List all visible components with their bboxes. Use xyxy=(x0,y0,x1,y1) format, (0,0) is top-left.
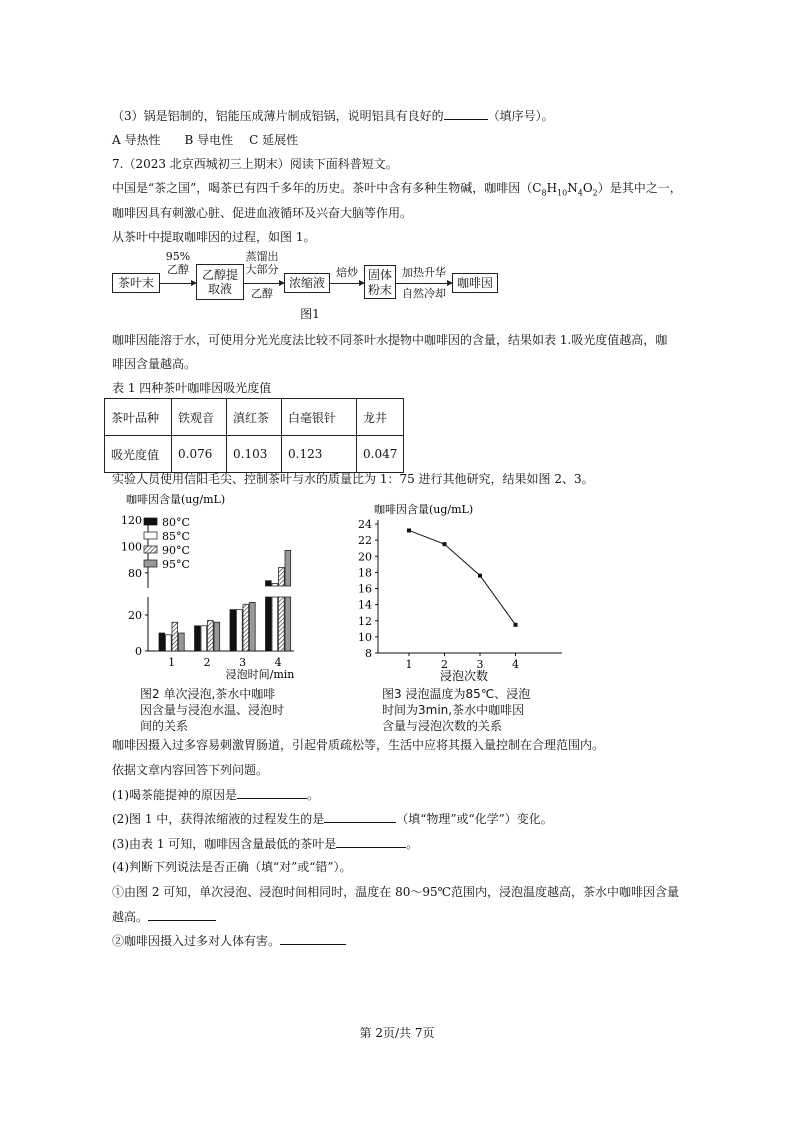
legend-label: 80°C xyxy=(162,516,190,529)
legend-label: 85°C xyxy=(162,530,190,543)
y-tick-label: 12 xyxy=(358,614,372,628)
q3-aluminum-line xyxy=(112,107,554,124)
question-4a-line2 xyxy=(112,908,216,925)
bar xyxy=(266,597,272,651)
caffeine-absorbance-table xyxy=(104,398,404,473)
question-4b xyxy=(112,932,346,949)
figure-2-caption-line: 间的关系 xyxy=(140,719,189,733)
question-text: (1)喝茶能提神的原因是 xyxy=(112,788,237,802)
legend-swatch xyxy=(144,518,157,525)
bar xyxy=(250,602,256,651)
figure-2-xlabel: 浸泡时间/min xyxy=(225,668,295,681)
y-tick-label: 16 xyxy=(358,582,372,596)
table-header-cell: 茶叶品种 xyxy=(105,399,172,436)
bar xyxy=(285,597,291,651)
legend-swatch xyxy=(144,532,157,539)
x-tick-label: 2 xyxy=(441,658,448,671)
flow-label-ethanol-2: 乙醇 xyxy=(251,287,273,300)
figure-3-xlabel: 浸泡次数 xyxy=(439,669,489,683)
bar xyxy=(201,626,207,651)
table-cell: 0.123 xyxy=(282,436,357,473)
bar xyxy=(279,568,285,586)
legend-label: 90°C xyxy=(162,544,190,557)
flow-box-caffeine: 咖啡因 xyxy=(452,273,498,293)
data-point xyxy=(407,528,411,532)
y-tick-label: 10 xyxy=(358,630,372,644)
bar xyxy=(195,626,201,651)
bar xyxy=(285,550,291,586)
paragraph-5: 咖啡因摄入过多容易刺激胃肠道，引起骨质疏松等，生活中应将其摄入量控制在合理范围内。 xyxy=(112,738,605,752)
bar xyxy=(172,622,178,651)
question-2 xyxy=(112,810,553,827)
paragraph-1b: 咖啡因具有刺激心脏、促进血液循环及兴奋大脑等作用。 xyxy=(112,206,413,220)
bar xyxy=(237,610,243,651)
flow-label-sublimation: 加热升华 xyxy=(402,266,446,279)
table-cell: 0.076 xyxy=(172,436,227,473)
flow-label-cooling: 自然冷却 xyxy=(402,287,446,300)
table-header-cell: 铁观音 xyxy=(172,399,227,436)
question-text: 越高。 xyxy=(112,910,149,924)
legend-swatch xyxy=(144,546,157,553)
figure-3-ylabel: 咖啡因含量(ug/mL) xyxy=(374,503,474,516)
table-row xyxy=(105,436,404,473)
chemical-formula: $C_8H_{10}N_4O_2$ xyxy=(532,181,598,198)
question-7-heading: 7.（2023 北京西城初三上期末）阅读下面科普短文。 xyxy=(112,157,398,171)
answer-blank-1[interactable] xyxy=(444,107,488,120)
y-tick-label: 8 xyxy=(365,647,372,660)
question-text: ②咖啡因摄入过多对人体有害。 xyxy=(112,934,281,948)
bar xyxy=(279,597,285,651)
options-line xyxy=(112,132,298,148)
table-header-row xyxy=(105,399,404,436)
table-cell: 0.047 xyxy=(357,436,404,473)
y-tick-label: 14 xyxy=(358,598,372,612)
flow-box-tea-powder: 茶叶末 xyxy=(112,273,160,293)
x-tick-label: 1 xyxy=(168,656,176,669)
flow-label-roast: 焙炒 xyxy=(336,266,358,279)
paragraph-3b: 啡因含量越高。 xyxy=(112,357,197,371)
bar xyxy=(208,620,214,651)
answer-blank-q4b[interactable] xyxy=(280,932,346,945)
page-footer: 第 2页/共 7页 xyxy=(359,1026,435,1040)
table-header-cell: 龙井 xyxy=(357,399,404,436)
paragraph-1a xyxy=(112,180,682,201)
question-4: (4)判断下列说法是否正确（填“对”或“错”）。 xyxy=(112,860,352,874)
flow-arrow-2 xyxy=(244,283,284,284)
y-tick-label: 20 xyxy=(128,609,142,622)
y-tick-label: 18 xyxy=(358,566,372,580)
bar xyxy=(179,633,185,651)
option-a: A 导热性 xyxy=(112,133,161,147)
question-1 xyxy=(112,786,319,803)
paragraph-2: 从茶叶中提取咖啡因的过程，如图 1。 xyxy=(112,230,316,244)
bar xyxy=(266,581,272,586)
data-point xyxy=(514,623,518,627)
question-text: （填“物理”或“化学”）变化。 xyxy=(396,812,553,826)
data-point xyxy=(443,542,447,546)
y-tick-label: 120 xyxy=(121,514,142,527)
figure-2-caption-line: 因含量与浸泡水温、浸泡时 xyxy=(140,703,285,717)
flow-box-solid-powder: 固体粉末 xyxy=(364,265,396,299)
x-tick-label: 4 xyxy=(512,658,519,671)
data-line xyxy=(409,530,516,624)
bar xyxy=(272,597,278,651)
figure-3-caption-line: 图3 浸泡温度为85℃、浸泡 xyxy=(382,687,531,701)
bar xyxy=(159,633,165,651)
figure-2-ylabel: 咖啡因含量(ug/mL) xyxy=(126,493,226,506)
figure-1-caption: 图1 xyxy=(300,307,320,321)
question-text: 。 xyxy=(406,837,419,851)
flow-arrow-4 xyxy=(396,283,452,284)
bar xyxy=(214,622,220,651)
q3-text-end: （填序号）。 xyxy=(487,109,554,123)
x-tick-label: 3 xyxy=(476,658,484,671)
figure-3-line-chart xyxy=(352,496,572,686)
figure-2-caption-line: 图2 单次浸泡,茶水中咖啡 xyxy=(140,687,276,701)
x-tick-label: 2 xyxy=(203,656,211,669)
table-row-label: 吸光度值 xyxy=(105,436,172,473)
bar xyxy=(166,635,172,651)
flow-box-ethanol-extract: 乙醇提取液 xyxy=(196,264,244,300)
option-b: B 导电性 xyxy=(184,133,234,147)
table-header-cell: 白毫银针 xyxy=(282,399,357,436)
question-3 xyxy=(112,835,418,852)
answer-blank-q1[interactable] xyxy=(237,786,307,799)
figure-3-caption-line: 含量与浸泡次数的关系 xyxy=(382,719,503,733)
legend-label: 95°C xyxy=(162,558,190,571)
y-tick-label: 80 xyxy=(128,566,142,580)
y-tick-label: 0 xyxy=(135,645,142,658)
figure-2-caption xyxy=(140,686,284,734)
x-tick-label: 4 xyxy=(274,656,282,669)
paragraph-3a: 咖啡因能溶于水，可使用分光光度法比较不同茶叶水提物中咖啡因的含量，结果如表 1.吸光度值越高，咖 xyxy=(112,333,668,347)
x-tick-label: 1 xyxy=(405,658,413,671)
answer-blank-q4a[interactable] xyxy=(148,908,216,921)
q3-text: （3）锅是铝制的，铝能压成薄片制成铝锅，说明铝具有良好的 xyxy=(112,109,444,123)
bar xyxy=(272,583,278,586)
paragraph-text: ）是其中之一， xyxy=(597,181,682,195)
option-c: C 延展性 xyxy=(249,133,299,147)
answer-blank-q3[interactable] xyxy=(336,835,406,848)
data-point xyxy=(478,574,482,578)
legend-swatch xyxy=(144,560,157,567)
flow-label-distill: 蒸馏出 大部分 xyxy=(245,250,279,276)
figure-3-caption-line: 时间为3min,茶水中咖啡因 xyxy=(382,703,525,717)
table-cell: 0.103 xyxy=(227,436,282,473)
flow-box-concentrate: 浓缩液 xyxy=(284,273,330,293)
y-tick-label: 24 xyxy=(358,518,372,531)
table-header-cell: 滇红茶 xyxy=(227,399,282,436)
figure-2-bar-chart xyxy=(108,488,328,688)
paragraph-6: 依据文章内容回答下列问题。 xyxy=(112,763,269,777)
y-tick-label: 20 xyxy=(358,550,372,564)
table-title: 表 1 四种茶叶咖啡因吸光度值 xyxy=(112,381,272,395)
question-4a-line1: ①由图 2 可知，单次浸泡、浸泡时间相同时，温度在 80～95℃范围内，浸泡温度越高，茶水中咖啡因含量 xyxy=(112,885,680,899)
question-text: (2)图 1 中，获得浓缩液的过程发生的是 xyxy=(112,812,325,826)
y-tick-label: 100 xyxy=(121,540,142,554)
answer-blank-q2[interactable] xyxy=(324,810,396,823)
question-text: (3)由表 1 可知，咖啡因含量最低的茶叶是 xyxy=(112,837,337,851)
figure-3-caption xyxy=(382,686,530,734)
y-tick-label: 22 xyxy=(358,534,372,548)
question-text: 。 xyxy=(307,788,320,802)
flow-arrow-1 xyxy=(160,283,196,284)
paragraph-text: 中国是“茶之国”，喝茶已有四千多年的历史。茶叶中含有多种生物碱，咖啡因（ xyxy=(112,181,533,195)
x-tick-label: 3 xyxy=(239,656,247,669)
paragraph-4: 实验人员使用信阳毛尖、控制茶叶与水的质量比为 1：75 进行其他研究，结果如图 2、3。 xyxy=(112,472,594,486)
bar xyxy=(243,604,249,651)
bar xyxy=(230,610,236,651)
flow-arrow-3 xyxy=(330,283,364,284)
flow-label-ethanol: 95% 乙醇 xyxy=(165,250,191,276)
